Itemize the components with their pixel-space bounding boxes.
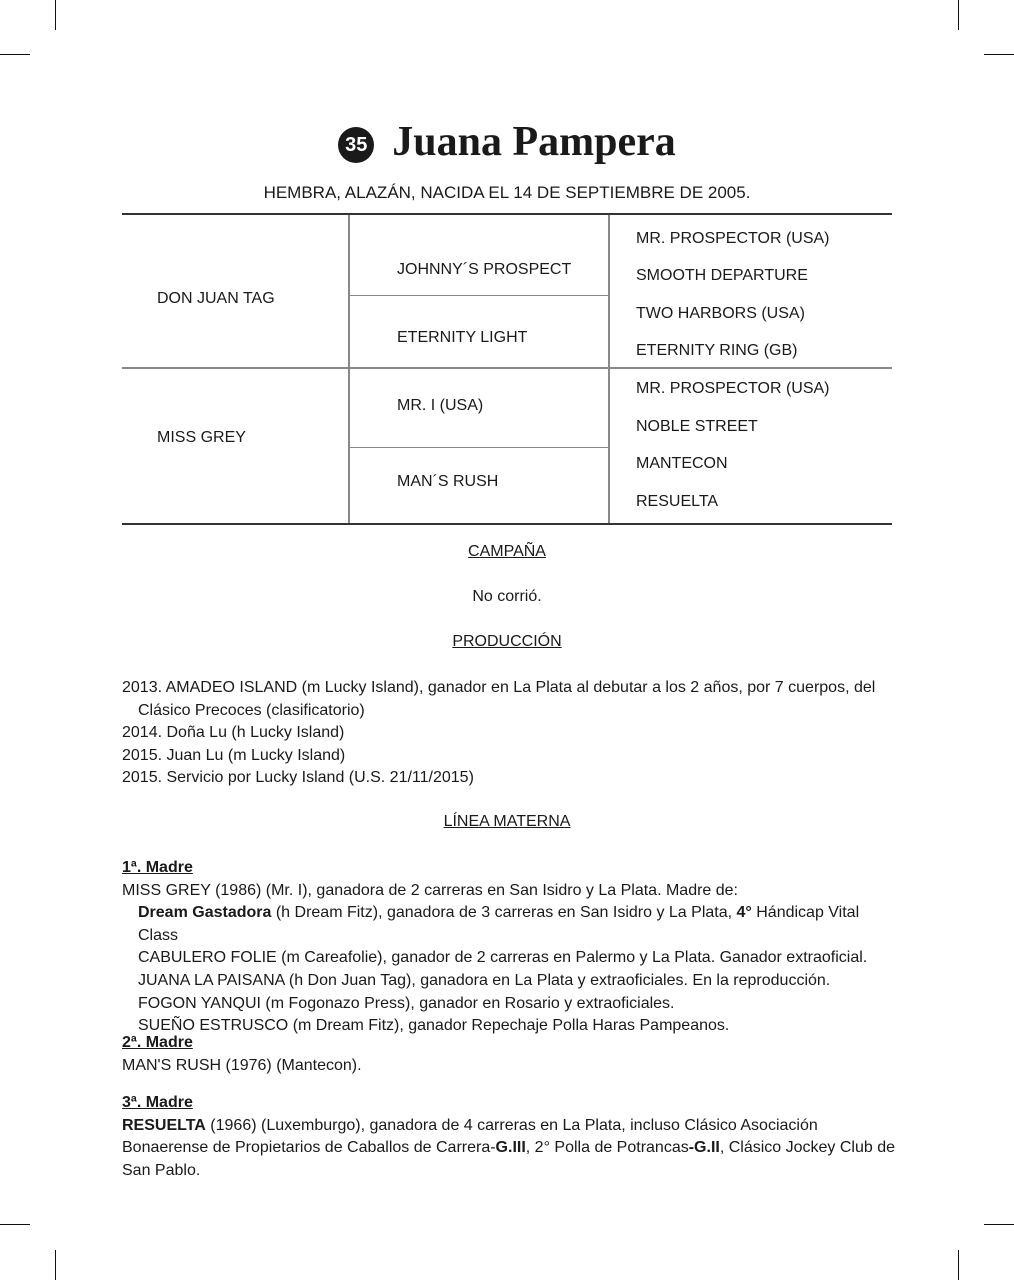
dam-sire-name: MR. I (USA) <box>397 397 484 414</box>
horse-name: Juana Pampera <box>392 119 676 165</box>
grade-label: -G.II <box>688 1139 720 1157</box>
madre-1-heading: 1ª. Madre <box>122 859 193 876</box>
offspring-placing: 4° <box>736 904 752 922</box>
crop-mark <box>0 1224 30 1225</box>
madre-3-text <box>122 1115 897 1183</box>
madre-3-section <box>122 1092 897 1182</box>
madre-3-text-part: (1966) (Luxemburgo), ganadora de 4 carreras en La Plata, incluso Clásico Asociación Bonaerense de Propietarios de Caballos de Carrera- <box>122 1116 818 1157</box>
crop-mark <box>55 1250 56 1280</box>
divider <box>348 447 610 448</box>
dam-dam-name: MAN´S RUSH <box>397 473 499 490</box>
madre-3-text-part: , 2° Polla de Potrancas <box>525 1139 689 1157</box>
madre-3-heading: 3ª. Madre <box>122 1094 193 1111</box>
great-grandparent-name: RESUELTA <box>636 493 719 510</box>
madre-2-section <box>122 1032 897 1077</box>
great-grandparent-name: MANTECON <box>636 455 728 472</box>
great-grandparent-name: ETERNITY RING (GB) <box>636 342 798 359</box>
sire-sire-name: JOHNNY´S PROSPECT <box>397 261 572 278</box>
sire-dam-name: ETERNITY LIGHT <box>397 329 528 346</box>
madre-3-text-part: , Clásico Jockey Club de San Pablo. <box>122 1139 896 1179</box>
list-item: 2013. AMADEO ISLAND (m Lucky Island), ganador en La Plata al debutar a los 2 años, por 7 cuerpos, del Clásico Precoces (clasificatorio) <box>122 679 876 719</box>
campana-text: No corrió. <box>472 588 542 605</box>
madre-2-heading: 2ª. Madre <box>122 1034 193 1051</box>
madre-2-text: MAN'S RUSH (1976) (Mantecon). <box>122 1056 362 1074</box>
madre-1-intro: MISS GREY (1986) (Mr. I), ganadora de 2 carreras en San Isidro y La Plata. Madre de: <box>122 881 738 899</box>
list-item: 2015. Juan Lu (m Lucky Island) <box>122 746 346 764</box>
divider <box>348 295 610 296</box>
pedigree-table <box>122 213 892 525</box>
great-grandparent-name: NOBLE STREET <box>636 418 758 435</box>
produccion-heading: PRODUCCIÓN <box>452 633 562 650</box>
list-item: 2014. Doña Lu (h Lucky Island) <box>122 724 345 742</box>
sire-name: DON JUAN TAG <box>157 290 275 307</box>
campana-heading: CAMPAÑA <box>468 543 546 560</box>
madre-3-name: RESUELTA <box>122 1116 206 1134</box>
crop-mark <box>55 0 56 30</box>
crop-mark <box>984 54 1014 55</box>
offspring-text: Hándicap Vital Class <box>138 904 860 944</box>
crop-mark <box>958 0 959 30</box>
offspring-item: SUEÑO ESTRUSCO (m Dream Fitz), ganador Repechaje Polla Haras Pampeanos. <box>138 1017 730 1035</box>
dam-name: MISS GREY <box>157 429 246 446</box>
offspring-text: (h Dream Fitz), ganadora de 3 carreras en San Isidro y La Plata, <box>271 904 737 922</box>
crop-mark <box>0 54 30 55</box>
offspring-item <box>122 902 897 947</box>
great-grandparent-name: TWO HARBORS (USA) <box>636 305 805 322</box>
divider <box>122 367 892 369</box>
great-grandparent-name: MR. PROSPECTOR (USA) <box>636 380 830 397</box>
great-grandparent-name: SMOOTH DEPARTURE <box>636 267 808 284</box>
offspring-item: FOGON YANQUI (m Fogonazo Press), ganador en Rosario y extraoficiales. <box>138 994 675 1012</box>
divider <box>608 215 610 523</box>
page-title <box>0 118 1014 169</box>
offspring-item: JUANA LA PAISANA (h Don Juan Tag), ganadora en La Plata y extraoficiales. En la reproducción. <box>138 971 831 989</box>
offspring-item: CABULERO FOLIE (m Careafolie), ganador de 2 carreras en Palermo y La Plata. Ganador extraoficial. <box>138 949 868 967</box>
linea-materna-heading: LÍNEA MATERNA <box>443 813 571 830</box>
lot-number-badge: 35 <box>338 127 374 163</box>
crop-mark <box>984 1224 1014 1225</box>
great-grandparent-name: MR. PROSPECTOR (USA) <box>636 230 830 247</box>
offspring-name: Dream Gastadora <box>138 904 272 922</box>
produccion-list <box>122 677 897 790</box>
list-item: 2015. Servicio por Lucky Island (U.S. 21/11/2015) <box>122 769 474 787</box>
divider <box>348 215 350 523</box>
madre-1-section <box>122 857 897 1038</box>
horse-description: HEMBRA, ALAZÁN, NACIDA EL 14 DE SEPTIEMBRE DE 2005. <box>263 183 751 202</box>
grade-label: G.III <box>495 1139 526 1157</box>
crop-mark <box>958 1250 959 1280</box>
